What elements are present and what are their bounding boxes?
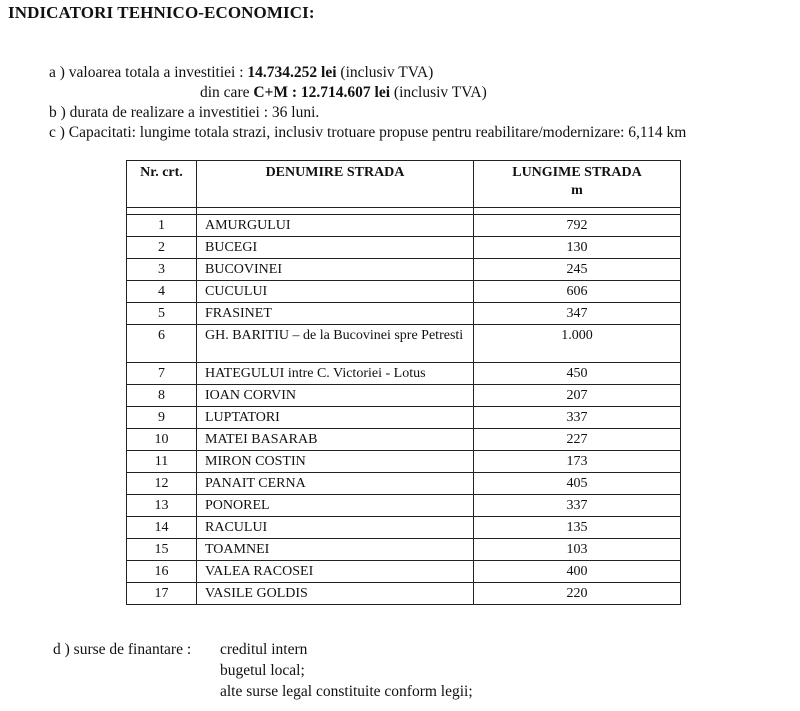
row-street-name: FRASINET <box>197 303 474 325</box>
row-street-name: PANAIT CERNA <box>197 473 474 495</box>
row-street-length: 130 <box>474 237 681 259</box>
streets-table <box>126 160 681 605</box>
row-nr: 9 <box>127 407 197 429</box>
row-nr: 6 <box>127 325 197 363</box>
item-c-capacity: c ) Capacitati: lungime totala strazi, inclusiv trotuare propuse pentru reabilitare/modernizare: 6,114 km <box>49 124 687 141</box>
table-row <box>127 325 681 363</box>
row-street-length: 606 <box>474 281 681 303</box>
table-row <box>127 215 681 237</box>
item-a-suffix: (inclusiv TVA) <box>340 64 434 81</box>
row-street-name: BUCOVINEI <box>197 259 474 281</box>
item-a-value: 14.734.252 lei <box>247 64 337 81</box>
table-row <box>127 385 681 407</box>
row-nr: 4 <box>127 281 197 303</box>
table-row <box>127 517 681 539</box>
row-nr: 7 <box>127 363 197 385</box>
row-street-name: HATEGULUI intre C. Victoriei - Lotus <box>197 363 474 385</box>
row-nr: 10 <box>127 429 197 451</box>
row-nr: 3 <box>127 259 197 281</box>
row-nr: 5 <box>127 303 197 325</box>
streets-table-body <box>127 208 681 605</box>
table-row <box>127 281 681 303</box>
row-street-name: RACULUI <box>197 517 474 539</box>
row-nr: 17 <box>127 583 197 605</box>
item-a-investment-value <box>49 64 433 82</box>
row-nr: 15 <box>127 539 197 561</box>
row-nr: 12 <box>127 473 197 495</box>
header-street-name: DENUMIRE STRADA <box>197 161 474 208</box>
row-street-name: VASILE GOLDIS <box>197 583 474 605</box>
row-street-length: 207 <box>474 385 681 407</box>
table-row <box>127 561 681 583</box>
row-street-length: 405 <box>474 473 681 495</box>
row-street-length: 227 <box>474 429 681 451</box>
row-street-name: LUPTATORI <box>197 407 474 429</box>
row-street-length: 173 <box>474 451 681 473</box>
row-nr: 13 <box>127 495 197 517</box>
item-a-prefix: a ) valoarea totala a investitiei : <box>49 64 244 81</box>
item-b-duration: b ) durata de realizare a investitiei : 36 luni. <box>49 104 320 121</box>
row-street-length: 337 <box>474 407 681 429</box>
row-street-length: 220 <box>474 583 681 605</box>
row-street-name: GH. BARITIU – de la Bucovinei spre Petresti <box>197 325 474 363</box>
table-header-row <box>127 161 681 208</box>
row-street-length: 347 <box>474 303 681 325</box>
table-row <box>127 495 681 517</box>
table-row <box>127 539 681 561</box>
table-row <box>127 451 681 473</box>
header-nr: Nr. crt. <box>127 161 197 208</box>
funding-source: creditul intern <box>220 641 308 658</box>
row-nr: 8 <box>127 385 197 407</box>
row-street-name: PONOREL <box>197 495 474 517</box>
header-length-unit: m <box>571 183 583 198</box>
item-cm-suffix: (inclusiv TVA) <box>393 84 487 101</box>
table-spacer-row <box>127 208 681 215</box>
table-row <box>127 583 681 605</box>
table-row <box>127 363 681 385</box>
row-street-name: AMURGULUI <box>197 215 474 237</box>
row-street-name: TOAMNEI <box>197 539 474 561</box>
item-cm-label: C+M : 12.714.607 lei <box>253 84 391 101</box>
item-cm-value <box>200 84 487 102</box>
table-row <box>127 259 681 281</box>
table-row <box>127 237 681 259</box>
funding-label: d ) surse de finantare : <box>53 641 192 658</box>
header-street-length <box>474 161 681 208</box>
row-street-length: 245 <box>474 259 681 281</box>
row-nr: 16 <box>127 561 197 583</box>
header-length-label: LUNGIME STRADA <box>512 165 642 180</box>
item-cm-prefix: din care <box>200 84 250 101</box>
row-street-length: 792 <box>474 215 681 237</box>
document-heading: INDICATORI TEHNICO-ECONOMICI: <box>8 3 315 22</box>
row-street-length: 337 <box>474 495 681 517</box>
table-row <box>127 473 681 495</box>
row-nr: 11 <box>127 451 197 473</box>
table-row <box>127 407 681 429</box>
row-nr: 1 <box>127 215 197 237</box>
funding-source: bugetul local; <box>220 662 305 679</box>
row-street-name: BUCEGI <box>197 237 474 259</box>
row-street-length: 103 <box>474 539 681 561</box>
table-row <box>127 429 681 451</box>
row-street-length: 135 <box>474 517 681 539</box>
row-street-length: 1.000 <box>474 325 681 363</box>
funding-source: alte surse legal constituite conform legii; <box>220 683 473 700</box>
row-street-name: VALEA RACOSEI <box>197 561 474 583</box>
table-row <box>127 303 681 325</box>
row-street-name: IOAN CORVIN <box>197 385 474 407</box>
row-nr: 14 <box>127 517 197 539</box>
row-street-length: 400 <box>474 561 681 583</box>
row-nr: 2 <box>127 237 197 259</box>
row-street-name: MIRON COSTIN <box>197 451 474 473</box>
row-street-length: 450 <box>474 363 681 385</box>
row-street-name: CUCULUI <box>197 281 474 303</box>
row-street-name: MATEI BASARAB <box>197 429 474 451</box>
